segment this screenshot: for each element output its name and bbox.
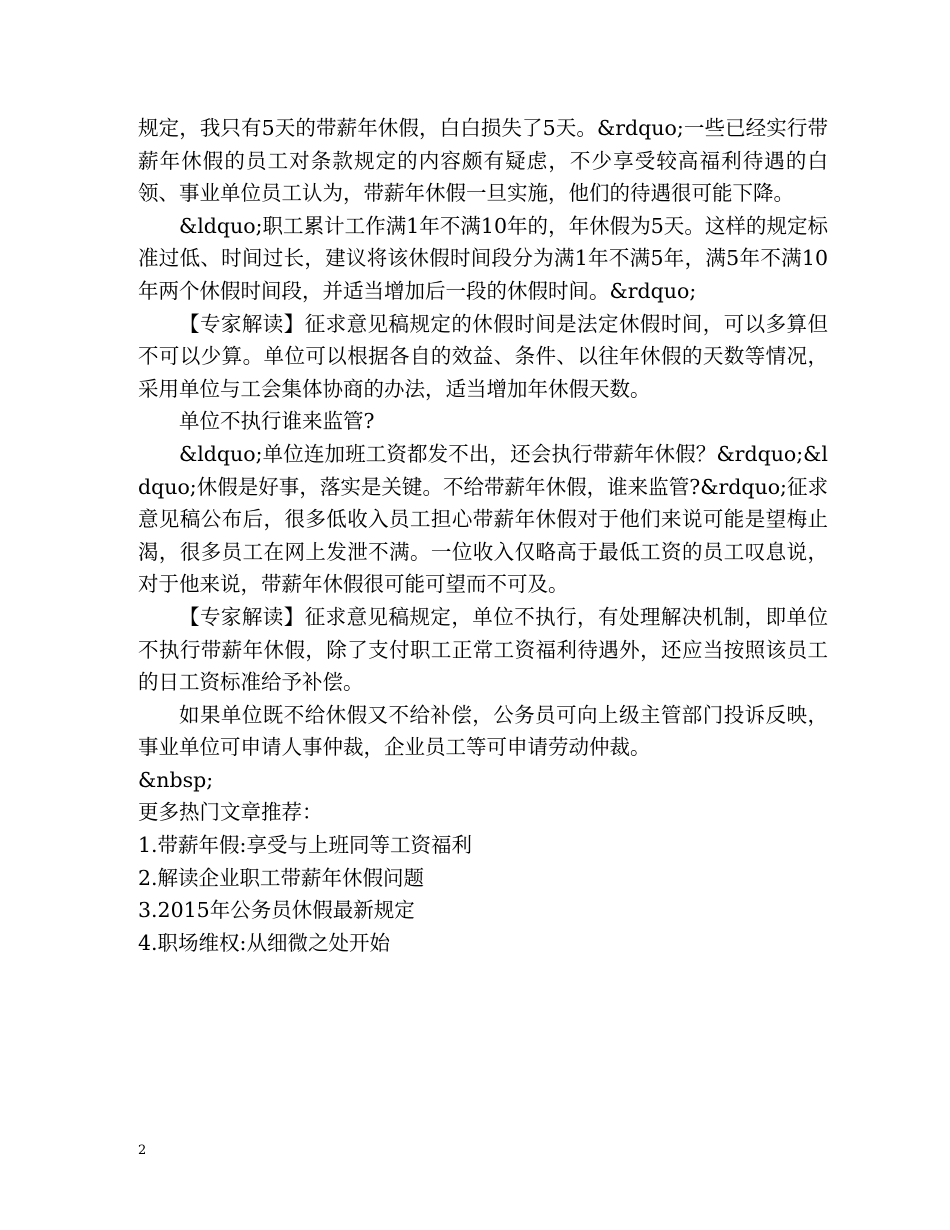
recommend-item[interactable]: 1.带薪年假:享受与上班同等工资福利 bbox=[138, 833, 472, 858]
paragraph-2: &ldquo;职工累计工作满1年不满10年的，年休假为5天。这样的规定标准过低、时间过长，建议将该休假时间段分为满1年不满5年，满5年不满10年两个休假时间段，并适当增加后一段的休假时间。&rdquo; bbox=[138, 213, 828, 303]
page-number: 2 bbox=[138, 1143, 147, 1158]
recommend-heading: 更多热门文章推荐： bbox=[138, 800, 323, 825]
paragraph-5: &ldquo;单位连加班工资都发不出，还会执行带薪年休假？&rdquo;&ldquo;休假是好事，落实是关键。不给带薪年休假，谁来监管?&rdquo;征求意见稿公布后，很多低收入员工担心带薪年休假对于他们来说可能是望梅止渴，很多员工在网上发泄不满。一位收入仅略高于最低工资的员工叹息说，对于他来说，带薪年休假很可能可望而不可及。 bbox=[138, 441, 828, 597]
recommend-item[interactable]: 4.职场维权:从细微之处开始 bbox=[138, 930, 390, 955]
document-body bbox=[138, 112, 828, 959]
nbsp-line: &nbsp; bbox=[138, 767, 214, 792]
recommend-item[interactable]: 2.解读企业职工带薪年休假问题 bbox=[138, 865, 425, 890]
paragraph-3-expert-reading: 【专家解读】征求意见稿规定的休假时间是法定休假时间，可以多算但不可以少算。单位可以根据各自的效益、条件、以往年休假的天数等情况，采用单位与工会集体协商的办法，适当增加年休假天数。 bbox=[138, 311, 828, 401]
recommend-item[interactable]: 3.2015年公务员休假最新规定 bbox=[138, 898, 415, 923]
paragraph-6-expert-reading: 【专家解读】征求意见稿规定，单位不执行，有处理解决机制，即单位不执行带薪年休假，除了支付职工正常工资福利待遇外，还应当按照该员工的日工资标准给予补偿。 bbox=[138, 604, 828, 695]
section-heading-supervision: 单位不执行谁来监管? bbox=[179, 409, 375, 434]
paragraph-1: 规定，我只有5天的带薪年休假，白白损失了5天。&rdquo;一些已经实行带薪年休假的员工对条款规定的内容颇有疑虑，不少享受较高福利待遇的白领、事业单位员工认为，带薪年休假一旦实施，他们的待遇很可能下降。 bbox=[138, 116, 828, 206]
paragraph-7: 如果单位既不给休假又不给补偿，公务员可向上级主管部门投诉反映，事业单位可申请人事仲裁，企业员工等可申请劳动仲裁。 bbox=[138, 702, 828, 760]
